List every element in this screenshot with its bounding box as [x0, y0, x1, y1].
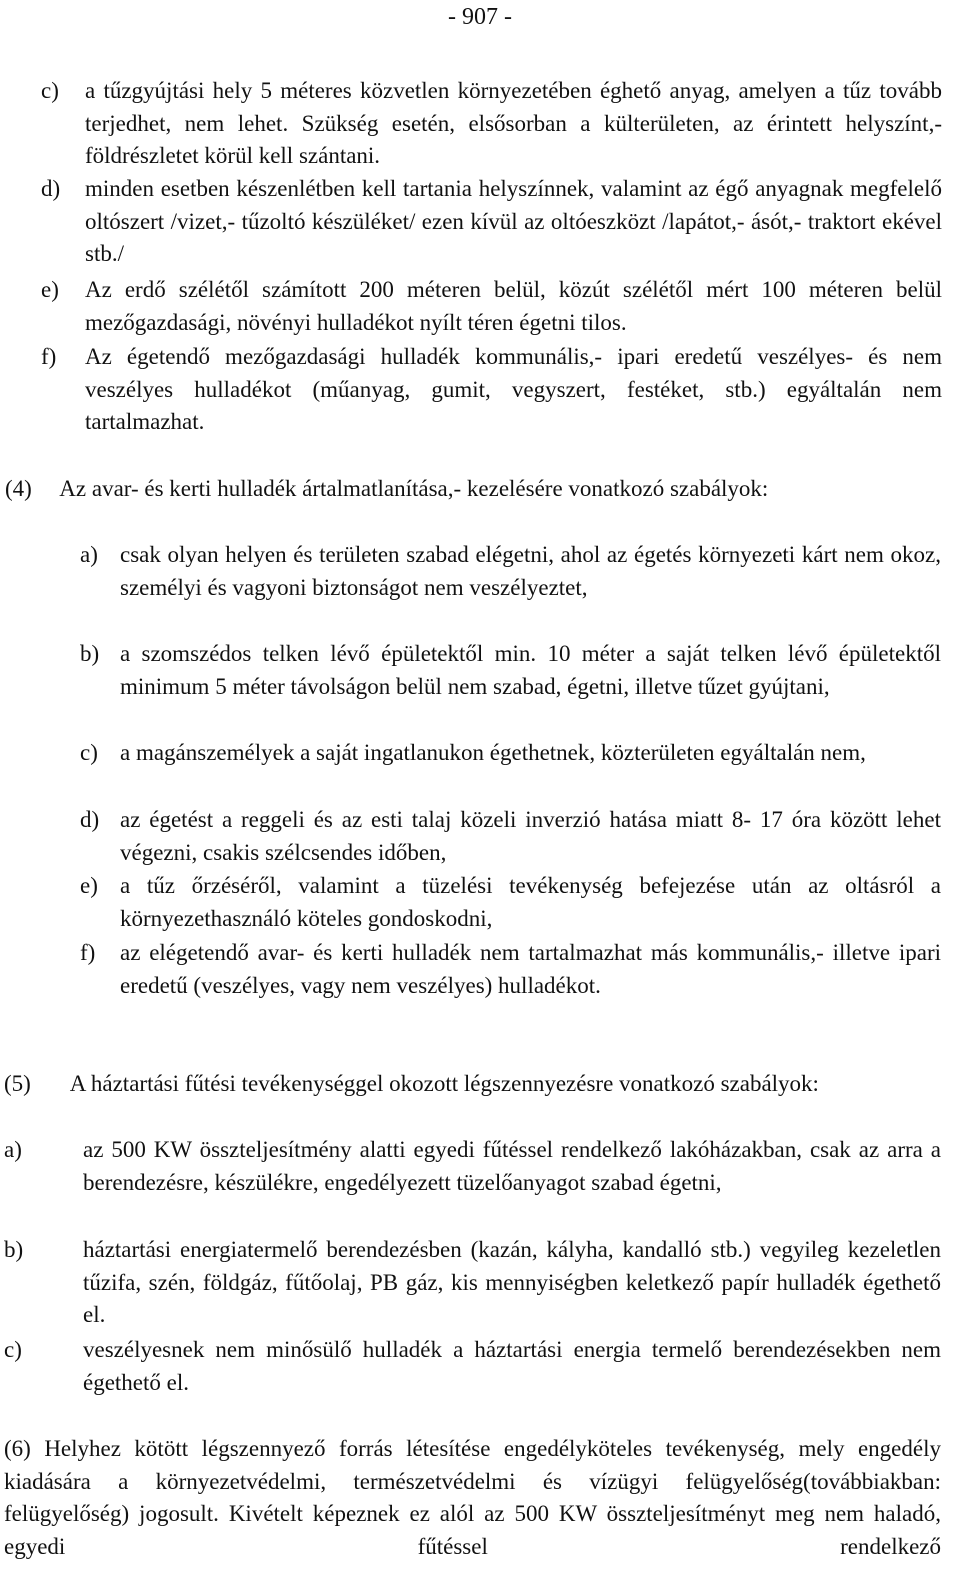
item-text: a tűzgyújtási hely 5 méteres közvetlen környezetében éghető anyag, amelyen a tűz tovább terjedhet, nem lehet. Szükség esetén, elsősorban a külterületen, az érintett helyszínt,- földrészletet körül kell szántani.: [85, 78, 942, 169]
item-text: háztartási energiatermelő berendezésben (kazán, kályha, kandalló stb.) vegyileg kezeletlen tűzifa, szén, földgáz, fűtőolaj, PB gáz, kis mennyiségben keletkező papír hulladék égethető el.: [83, 1237, 941, 1328]
section-heading: (4) Az avar- és kerti hulladék ártalmatlanítása,- kezelésére vonatkozó szabályok:: [5, 476, 769, 501]
item-label: f): [41, 344, 57, 369]
list-item: [80, 937, 941, 1002]
list-item: [4, 1134, 941, 1199]
item-text: az 500 KW összteljesítmény alatti egyedi fűtéssel rendelkező lakóházakban, csak az arra a berendezésre, készülékre, engedélyezett tüzelőanyagot szabad égetni,: [83, 1137, 941, 1195]
list-item: [80, 870, 941, 935]
item-text: Az erdő szélétől számított 200 méteren belül, közút szélétől mért 100 méteren belül mezőgazdasági, növényi hulladékot nyílt téren égetni tilos.: [85, 277, 942, 335]
item-text: az elégetendő avar- és kerti hulladék nem tartalmazhat más kommunális,- illetve ipari eredetű (veszélyes, vagy nem veszélyes) hulladékot.: [120, 940, 941, 998]
page-number: - 907 -: [448, 4, 512, 30]
list-item: [41, 341, 942, 439]
list-item: [80, 804, 941, 869]
list-item: [80, 539, 941, 604]
item-text: a szomszédos telken lévő épületektől min. 10 méter a saját telken lévő épületektől minimum 5 méter távolságon belül nem szabad, égetni, illetve tűzet gyújtani,: [120, 641, 941, 699]
item-label: b): [4, 1237, 24, 1262]
item-text: a magánszemélyek a saját ingatlanukon égethetnek, közterületen egyáltalán nem,: [120, 740, 866, 765]
list-item: [80, 638, 941, 703]
item-text: veszélyesnek nem minősülő hulladék a háztartási energia termelő berendezésekben nem égethető el.: [83, 1337, 941, 1395]
item-label: e): [41, 277, 59, 302]
item-label: c): [4, 1337, 22, 1362]
item-label: c): [41, 78, 59, 103]
list-item: [4, 1234, 941, 1332]
item-text: minden esetben készenlétben kell tartania helyszínnek, valamint az égő anyagnak megfelelő oltószert /vizet,- tűzoltó készüléket/ ezen kívül az oltóeszközt /lapátot,- ásót,- traktort ekével stb./: [85, 176, 942, 267]
item-text: Az égetendő mezőgazdasági hulladék kommunális,- ipari eredetű veszélyes- és nem veszélyes hulladékot (műanyag, gumit, vegyszert, festéket, stb.) egyáltalán nem tartalmazhat.: [85, 344, 942, 435]
item-label: b): [80, 641, 100, 666]
item-text: a tűz őrzéséről, valamint a tüzelési tevékenység befejezése után az oltásról a környezethasználó köteles gondoskodni,: [120, 873, 941, 931]
item-label: f): [80, 940, 96, 965]
item-label: a): [4, 1137, 22, 1162]
item-label: a): [80, 542, 98, 567]
item-label: c): [80, 740, 98, 765]
section-heading: (5) A háztartási fűtési tevékenységgel okozott légszennyezésre vonatkozó szabályok:: [4, 1071, 819, 1096]
section-paragraph: (6) Helyhez kötött légszennyező forrás létesítése engedélyköteles tevékenység, mely engedély kiadására a környezetvédelmi, természetvédelmi és vízügyi felügyelőség(továbbiakban: felügyelőség) jogosult. Kivételt képeznek ez alól az 500 KW összteljesítményt meg nem haladó, egyedi fűtéssel rendelkező: [4, 1436, 941, 1560]
item-label: d): [41, 176, 61, 201]
list-item: [4, 1334, 941, 1399]
item-label: d): [80, 807, 100, 832]
item-text: csak olyan helyen és területen szabad elégetni, ahol az égetés környezeti kárt nem okoz, személyi és vagyoni biztonságot nem veszélyeztet,: [120, 542, 941, 600]
list-item: [41, 274, 942, 339]
item-text: az égetést a reggeli és az esti talaj közeli inverzió hatása miatt 8- 17 óra között lehet végezni, csakis szélcsendes időben,: [120, 807, 941, 865]
item-label: e): [80, 873, 98, 898]
list-item: [80, 737, 941, 770]
list-item: [41, 173, 942, 271]
list-item: [41, 75, 942, 173]
